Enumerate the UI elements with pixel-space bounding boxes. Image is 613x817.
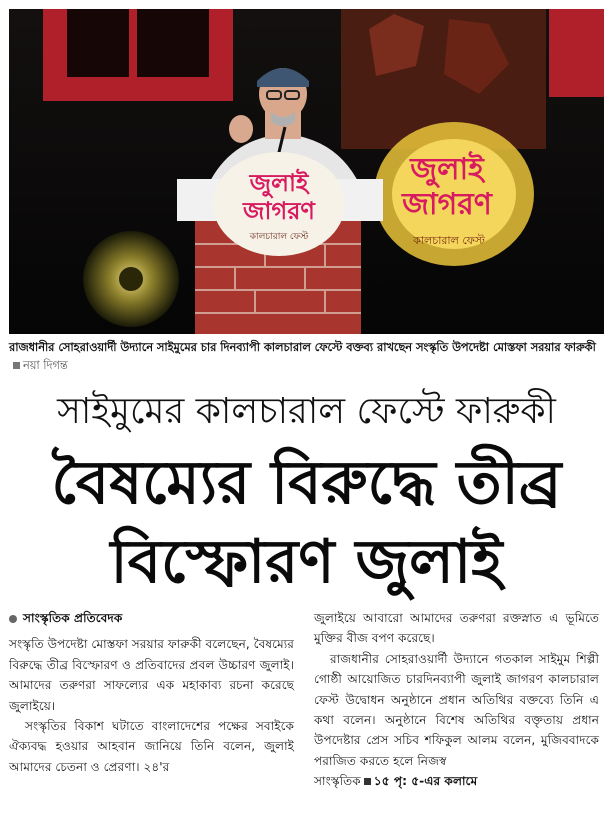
article-column-left [9,608,294,777]
main-headline-line2: বিস্ফোরণ জুলাই [110,527,503,597]
photo-credit: নয়া দিগন্ত [23,359,68,372]
paragraph: রাজধানীর সোহরাওয়ার্দী উদ্যানে গতকাল সাইমুম শিল্পী গোষ্ঠী আয়োজিত চারদিনব্যাপী জুলাই জাগরণ কালচারাল ফেস্ট উদ্বোধন অনুষ্ঠানে প্রধান অতিথির বক্তব্যে তিনি এ কথা বলেন। অনুষ্ঠানে বিশেষ অতিথির বক্তৃতায় প্রধান উপদেষ্টার প্রেস সচিব শফিকুল আলম বলেন, মুজিববাদকে পরাজিত করতে হলে নিজস্ব [314,651,599,768]
news-photo [9,9,604,334]
article-column-right [314,608,599,792]
article-body [9,608,605,813]
podium-logo-line1: জুলাই [249,169,309,197]
square-bullet-icon [364,778,371,785]
red-window-frame-right [549,9,604,97]
byline [9,608,294,628]
square-bullet-icon [13,362,20,369]
continuation-text: সাংস্কৃতিক [314,774,361,789]
paragraph: সংস্কৃতির বিকাশ ঘটাতে বাংলাদেশের পক্ষের সবাইকে ঐক্যবদ্ধ হওয়ার আহবান জানিয়ে তিনি বলেন, জুলাই আমাদের চেতনা ও প্রেরণা। ২৪'র [9,719,294,774]
paragraph: সংস্কৃতি উপদেষ্টা মোস্তফা সরয়ার ফারুকী বলেছেন, বৈষম্যের বিরুদ্ধে তীব্র বিস্ফোরণ ও প্রতিবাদের প্রবল উচ্চারণ জুলাই। আমাদের তরুণরা সাফল্যের এক মহাকাব্য রচনা করেছে জুলাইয়ে। [9,637,294,713]
bullet-icon [9,615,17,623]
byline-text: সাংস্কৃতিক প্রতিবেদক [23,611,123,625]
main-headline-line1: বৈষম্যের বিরুদ্ধে তীব্র [51,448,562,518]
jump-reference[interactable]: ১৫ পৃ: ৫-এর কলামে [373,774,478,789]
stage-illustration [9,9,604,334]
paragraph: জুলাইয়ে আবারো আমাদের তরুণরা রক্তস্নাত এ ভূমিতে মুক্তির বীজ বপণ করেছে। [314,611,599,646]
red-window-frame-left [43,9,233,101]
podium-logo-sub: কালচারাল ফেস্ট [249,232,309,242]
photo-caption [9,339,605,375]
caption-text: রাজধানীর সোহরাওয়ার্দী উদ্যানে সাইমুমের চার দিনব্যাপী কালচারাল ফেস্টে বক্তব্য রাখছেন সংস্কৃতি উপদেষ্টা মোস্তফা সরয়ার ফারুকী [9,341,596,354]
continuation-line [314,771,599,791]
backdrop-logo-line1: জুলাই [410,152,484,187]
backdrop-logo-sub: কালচারাল ফেস্ট [413,234,485,247]
kicker-headline: সাইমুমের কালচারাল ফেস্টে ফারুকী [57,391,556,432]
podium-logo-line2: জাগরণ [243,197,315,225]
backdrop-logo-line2: জাগরণ [402,187,492,222]
